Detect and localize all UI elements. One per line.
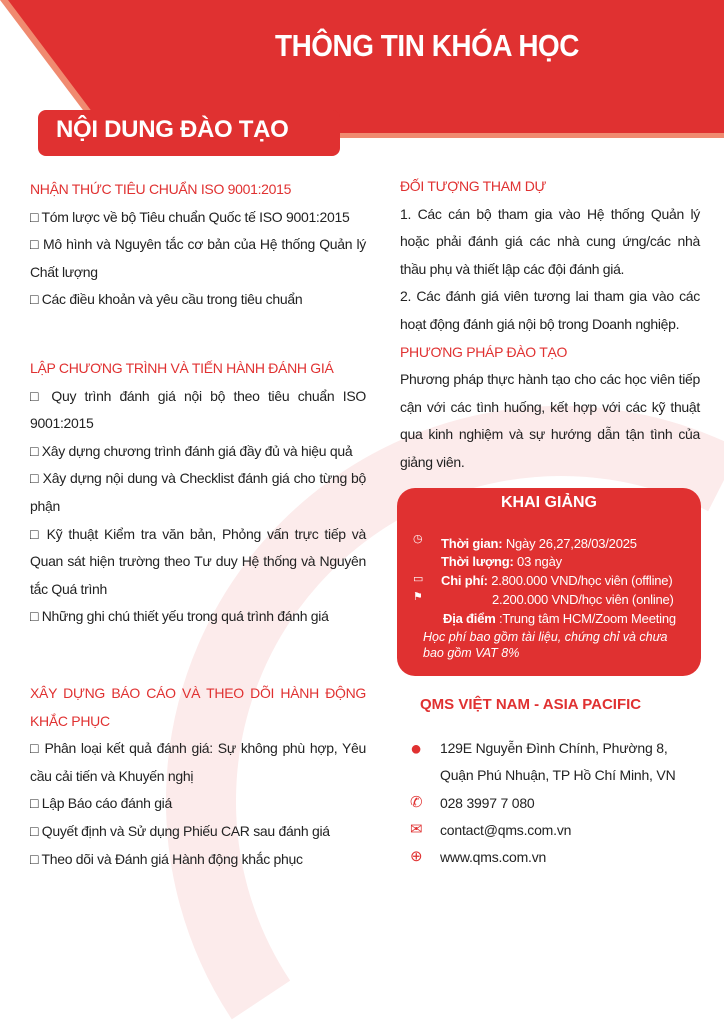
list-item: □ Quyết định và Sử dụng Phiếu CAR sau đánh giá [30, 822, 330, 839]
flag-icon: ⚑ [413, 591, 423, 603]
list-item: □ Mô hình và Nguyên tắc cơ bản của Hệ thống Quản lý Chất lượng [30, 236, 366, 280]
fee-offline: 2.800.000 VND/học viên (offline) [487, 573, 673, 588]
section-iso-awareness [30, 176, 366, 314]
list-item: □ Các điều khoản và yêu cầu trong tiêu chuẩn [30, 291, 303, 308]
section-heading: LẬP CHƯƠNG TRÌNH VÀ TIẾN HÀNH ĐÁNH GIÁ [30, 360, 334, 376]
clock-icon: ◷ [413, 533, 423, 545]
list-item: □ Xây dựng chương trình đánh giá đầy đủ và hiệu quả [30, 442, 353, 459]
list-item: □ Lập Báo cáo đánh giá [30, 795, 172, 812]
duration-value: 03 ngày [513, 554, 562, 569]
section-heading: PHƯƠNG PHÁP ĐÀO TẠO [400, 343, 568, 360]
opening-card [397, 488, 701, 676]
section-audit-program [30, 355, 366, 631]
section-heading: NHẬN THỨC TIÊU CHUẨN ISO 9001:2015 [30, 181, 292, 197]
place-label: Địa điểm [443, 611, 496, 626]
fee-note: Học phí bao gồm tài liệu, chứng chỉ và chưa bao gồm VAT 8% [423, 630, 668, 660]
phone-icon: ✆ [410, 794, 423, 811]
list-item: □ Những ghi chú thiết yếu trong quá trình đánh giá [30, 608, 329, 625]
fee-label: Chi phí: [441, 573, 488, 588]
list-item: □ Theo dõi và Đánh giá Hành động khắc phục [30, 850, 303, 867]
section-title: NỘI DUNG ĐÀO TẠO [38, 110, 340, 156]
money-icon: ▭ [413, 573, 424, 585]
list-item: □ Xây dựng nội dung và Checklist đánh giá cho từng bộ phận [30, 470, 366, 514]
method-text: Phương pháp thực hành tạo cho các học viên tiếp cận với các tình huống, kết hợp với các kỹ thuật qua kinh nghiệm và sự hướng dẫn tận tình của giảng viên. [400, 371, 700, 470]
mail-icon: ✉ [410, 821, 423, 838]
duration-label: Thời lượng: [441, 554, 514, 569]
address-line-2: Quận Phú Nhuận, TP Hồ Chí Minh, VN [440, 767, 676, 783]
opening-title: KHAI GIẢNG [501, 494, 597, 511]
time-label: Thời gian: [441, 536, 503, 551]
section-audience [400, 173, 700, 477]
list-item: □ Kỹ thuật Kiểm tra văn bản, Phỏng vấn trực tiếp và Quan sát hiện trường theo Tư duy Hệ thống và Nguyên tắc Quá trình [30, 525, 366, 597]
list-item: □ Phân loại kết quả đánh giá: Sự không phù hợp, Yêu cầu cải tiến và Khuyến nghị [30, 740, 366, 784]
globe-icon: ⊕ [410, 848, 423, 865]
address-line-1: 129E Nguyễn Đình Chính, Phường 8, [440, 740, 668, 756]
phone-number[interactable]: 028 3997 7 080 [440, 795, 535, 811]
list-item: 2. Các đánh giá viên tương lai tham gia vào các hoạt động đánh giá nội bộ trong Doanh nghiệp. [400, 288, 700, 332]
time-value: Ngày 26,27,28/03/2025 [502, 536, 637, 551]
list-item: □ Tóm lược về bộ Tiêu chuẩn Quốc tế ISO 9001:2015 [30, 208, 350, 225]
section-reporting [30, 680, 366, 873]
fee-online: 2.200.000 VND/học viên (online) [492, 592, 674, 607]
list-item: 1. Các cán bộ tham gia vào Hệ thống Quản lý hoặc phải đánh giá các nhà cung ứng/các nhà thầu phụ và thiết lập các đội đánh giá. [400, 205, 700, 277]
company-name: QMS VIỆT NAM - ASIA PACIFIC [420, 696, 642, 713]
section-heading: XÂY DỰNG BÁO CÁO VÀ THEO DÕI HÀNH ĐỘNG KHẮC PHỤC [30, 685, 366, 729]
email-link[interactable]: contact@qms.com.vn [440, 822, 572, 838]
list-item: □ Quy trình đánh giá nội bộ theo tiêu chuẩn ISO 9001:2015 [30, 387, 366, 432]
section-heading: ĐỐI TƯỢNG THAM DỰ [400, 178, 547, 194]
website-link[interactable]: www.qms.com.vn [440, 849, 547, 865]
place-value: :Trung tâm HCM/Zoom Meeting [495, 611, 676, 626]
location-pin-icon: ● [410, 738, 423, 760]
page-title: THÔNG TIN KHÓA HỌC [275, 28, 579, 63]
